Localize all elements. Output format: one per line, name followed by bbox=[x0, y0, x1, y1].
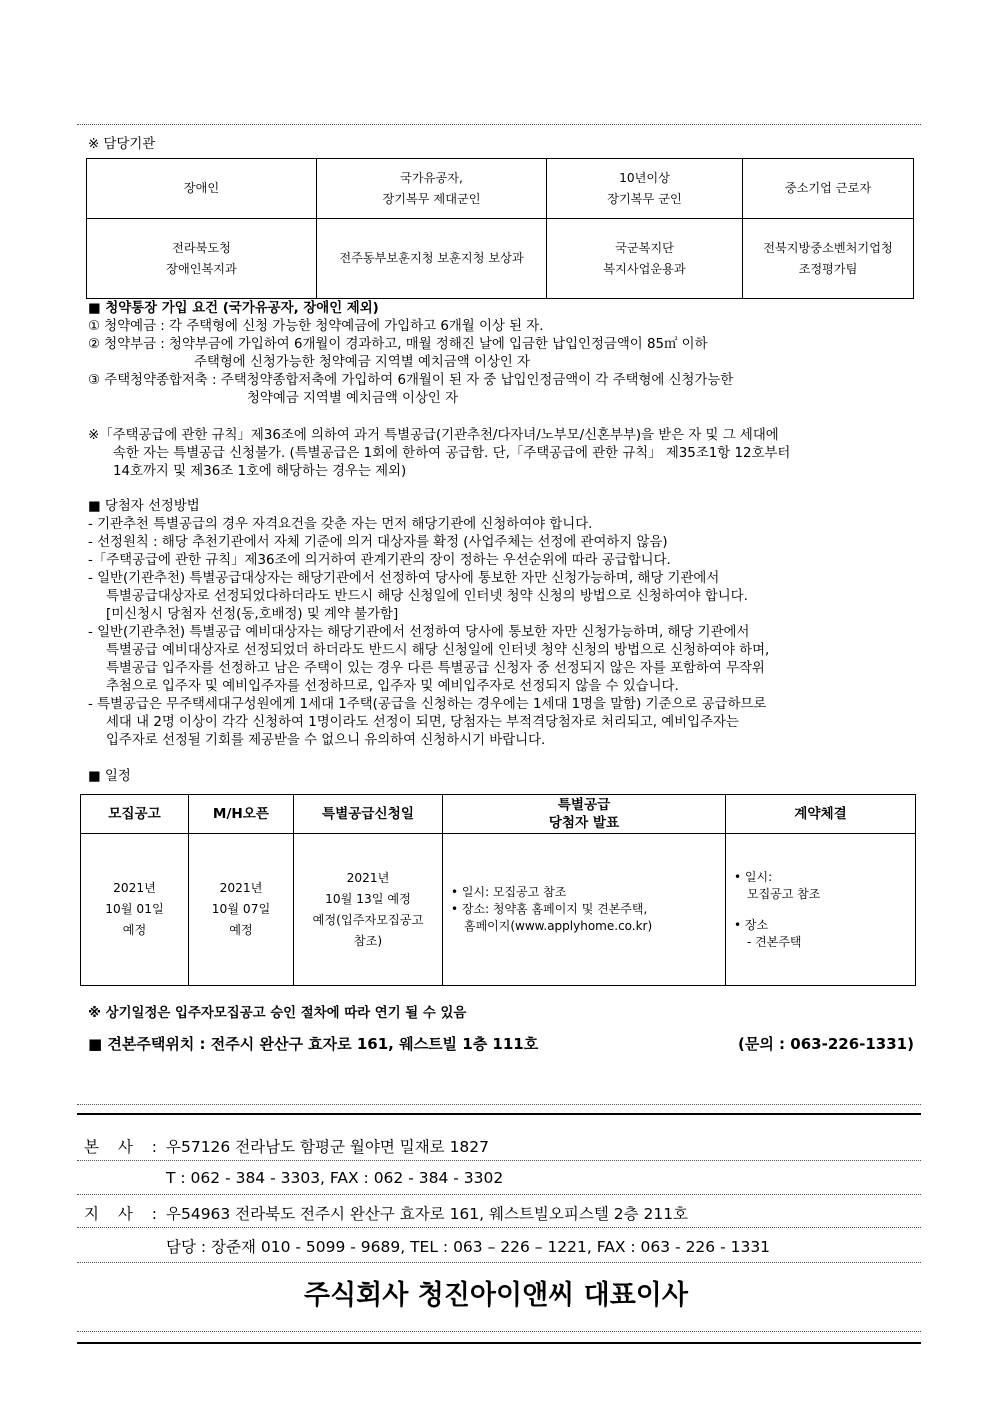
selection-line: 특별공급대상자로 선정되었다하더라도 반드시 해당 신청일에 인터넷 청약 신청의 방법으로 신청하여야 합니다. bbox=[106, 589, 748, 604]
footer-row-divider bbox=[77, 1262, 921, 1263]
model-house-contact: (문의 : 063-226-1331) bbox=[738, 1035, 914, 1053]
special-note-line-3: 14호까지 및 제36조 1호에 해당하는 경우는 제외) bbox=[113, 464, 407, 479]
subscription-line-2b: 주택형에 신청가능한 청약예금 지역별 예치금액 이상인 자 bbox=[194, 355, 530, 370]
footer-branch-label: 지 사 : bbox=[84, 1205, 165, 1223]
schedule-announcement-cell bbox=[443, 834, 726, 986]
selection-line: 세대 내 2명 이상이 각각 신청하여 1명이라도 선정이 되면, 당첨자는 부적격당첨자로 처리되고, 예비입주자는 bbox=[106, 715, 739, 730]
footer-branch-contact: 담당 : 장준재 010 - 5099 - 9689, TEL : 063 – 226 – 1221, FAX : 063 - 226 - 1331 bbox=[166, 1238, 771, 1256]
bottom-divider-solid bbox=[77, 1342, 921, 1344]
selection-line: 특별공급 예비대상자로 선정되었더 하더라도 반드시 해당 신청일에 인터넷 청약 신청의 방법으로 신청하여야 하며, bbox=[106, 643, 770, 658]
announcement-place: • 장소: 청약홈 홈페이지 및 견본주택, bbox=[451, 902, 648, 916]
footer-divider-solid bbox=[77, 1113, 921, 1115]
schedule-title: ■ 일정 bbox=[88, 769, 131, 784]
schedule-notice-date: 2021년 10월 01일 예정 bbox=[81, 834, 189, 986]
footer-hq bbox=[84, 1135, 490, 1157]
selection-title: ■ 당첨자 선정방법 bbox=[88, 499, 200, 514]
footer-hq-phone: T : 062 - 384 - 3303, FAX : 062 - 384 - 3302 bbox=[166, 1169, 504, 1187]
schedule-header-contract: 계약체결 bbox=[726, 795, 916, 834]
schedule-value-row bbox=[81, 834, 916, 986]
special-note-line-1: ※「주택공급에 관한 규칙」제36조에 의하여 과거 특별공급(기관추천/다자녀/노부모/신혼부부)을 받은 자 및 그 세대에 bbox=[88, 428, 779, 443]
selection-line: -「주택공급에 관한 규칙」제36조에 의거하여 관계기관의 장이 정하는 우선순위에 따라 공급합니다. bbox=[88, 553, 671, 568]
agency-value-row bbox=[87, 219, 914, 299]
selection-line: 추첨으로 입주자 및 예비입주자를 선정하므로, 입주자 및 예비입주자로 선정되지 않을 수 있습니다. bbox=[106, 679, 679, 694]
contract-datetime-value: 모집공고 참조 bbox=[747, 886, 821, 901]
selection-line: - 기관추천 특별공급의 경우 자격요건을 갖춘 자는 먼저 해당기관에 신청하여야 합니다. bbox=[88, 517, 593, 532]
schedule-header-notice: 모집공고 bbox=[81, 795, 189, 834]
agency-table bbox=[86, 158, 914, 299]
announcement-datetime: • 일시: 모집공고 참조 bbox=[451, 885, 567, 899]
selection-line: - 일반(기관추천) 특별공급대상자는 해당기관에서 선정하여 당사에 통보한 자만 신청가능하며, 해당 기관에서 bbox=[88, 571, 720, 586]
footer-hq-address: 우57126 전라남도 함평군 월야면 밀재로 1827 bbox=[166, 1138, 490, 1156]
footer-row-divider bbox=[77, 1160, 921, 1161]
footer-divider-dotted bbox=[77, 1104, 921, 1105]
selection-line: - 일반(기관추천) 특별공급 예비대상자는 해당기관에서 선정하여 당사에 통보한 자만 신청가능하며, 해당 기관에서 bbox=[88, 625, 750, 640]
selection-line: [미신청시 당첨자 선정(동,호배정) 및 계약 불가함] bbox=[106, 607, 399, 622]
schedule-contract-cell bbox=[726, 834, 916, 986]
subscription-title: ■ 청약통장 가입 요건 (국가유공자, 장애인 제외) bbox=[88, 301, 379, 316]
agency-header-row bbox=[87, 159, 914, 219]
agency-header-veterans: 국가유공자, 장기복무 제대군인 bbox=[317, 159, 547, 219]
schedule-header-announcement: 특별공급 당첨자 발표 bbox=[443, 795, 726, 834]
footer-hq-label: 본 사 : bbox=[84, 1138, 165, 1156]
bottom-divider-dotted bbox=[77, 1331, 921, 1332]
agency-header-sme: 중소기업 근로자 bbox=[743, 159, 914, 219]
footer-branch-address: 우54963 전라북도 전주시 완산구 효자로 161, 웨스트빌오피스텔 2층 211호 bbox=[166, 1205, 689, 1223]
company-signature: 주식회사 청진아이앤씨 대표이사 bbox=[304, 1280, 688, 1311]
schedule-header-row bbox=[81, 795, 916, 834]
selection-line: 입주자로 선정될 기회를 제공받을 수 없으니 유의하여 신청하시기 바랍니다. bbox=[106, 733, 546, 748]
announcement-website: 홈페이지(www.applyhome.co.kr) bbox=[464, 919, 653, 933]
schedule-application-date: 2021년 10월 13일 예정 예정(입주자모집공고 참조) bbox=[294, 834, 443, 986]
top-divider bbox=[77, 124, 921, 125]
subscription-line-2a: ② 청약부금 : 청약부금에 가입하여 6개월이 경과하고, 매월 정해진 날에 입금한 납입인정금액이 85㎡ 이하 bbox=[88, 337, 708, 352]
agency-header-disabled: 장애인 bbox=[87, 159, 317, 219]
schedule-note: ※ 상기일정은 입주자모집공고 승인 절차에 따라 연기 될 수 있음 bbox=[88, 1006, 467, 1021]
agency-note: ※ 담당기관 bbox=[88, 137, 156, 152]
footer-row-divider bbox=[77, 1194, 921, 1195]
agency-cell-sme: 전북지방중소벤처기업청 조정평가팀 bbox=[743, 219, 914, 299]
subscription-line-3b: 청약예금 지역별 예치금액 이상인 자 bbox=[247, 391, 459, 406]
selection-line: - 선정원칙 : 해당 추천기관에서 자체 기준에 의거 대상자를 확정 (사업주체는 선정에 관여하지 않음) bbox=[88, 535, 668, 550]
agency-cell-veterans: 전주동부보훈지청 보훈지청 보상과 bbox=[317, 219, 547, 299]
selection-line: 특별공급 입주자를 선정하고 남은 주택이 있는 경우 다른 특별공급 신청자 중 선정되지 않은 자를 포함하여 무작위 bbox=[106, 661, 765, 676]
model-house-location: ■ 견본주택위치 : 전주시 완산구 효자로 161, 웨스트빌 1층 111호 bbox=[88, 1035, 539, 1053]
contract-place-value: - 견본주택 bbox=[747, 934, 802, 949]
agency-cell-disabled: 전라북도청 장애인복지과 bbox=[87, 219, 317, 299]
subscription-line-3a: ③ 주택청약종합저축 : 주택청약종합저축에 가입하여 6개월이 된 자 중 납입인정금액이 각 주택형에 신청가능한 bbox=[88, 373, 734, 388]
schedule-header-mh-open: M/H오픈 bbox=[189, 795, 294, 834]
contract-datetime-label: • 일시: bbox=[734, 869, 773, 884]
agency-header-soldiers: 10년이상 장기복무 군인 bbox=[547, 159, 743, 219]
contract-place-label: • 장소 bbox=[734, 917, 769, 932]
schedule-mh-open-date: 2021년 10월 07일 예정 bbox=[189, 834, 294, 986]
footer-row-divider bbox=[77, 1227, 921, 1228]
subscription-line-1: ① 청약예금 : 각 주택형에 신청 가능한 청약예금에 가입하고 6개월 이상 된 자. bbox=[88, 319, 544, 334]
special-note-line-2: 속한 자는 특별공급 신청불가. (특별공급은 1회에 한하여 공급함. 단,「주택공급에 관한 규칙」 제35조1항 12호부터 bbox=[113, 446, 791, 461]
agency-cell-soldiers: 국군복지단 복지사업운용과 bbox=[547, 219, 743, 299]
schedule-table bbox=[80, 794, 916, 986]
schedule-header-application: 특별공급신청일 bbox=[294, 795, 443, 834]
footer-branch bbox=[84, 1202, 689, 1224]
selection-line: - 특별공급은 무주택세대구성원에게 1세대 1주택(공급을 신청하는 경우에는 1세대 1명을 말함) 기준으로 공급하므로 bbox=[88, 697, 767, 712]
